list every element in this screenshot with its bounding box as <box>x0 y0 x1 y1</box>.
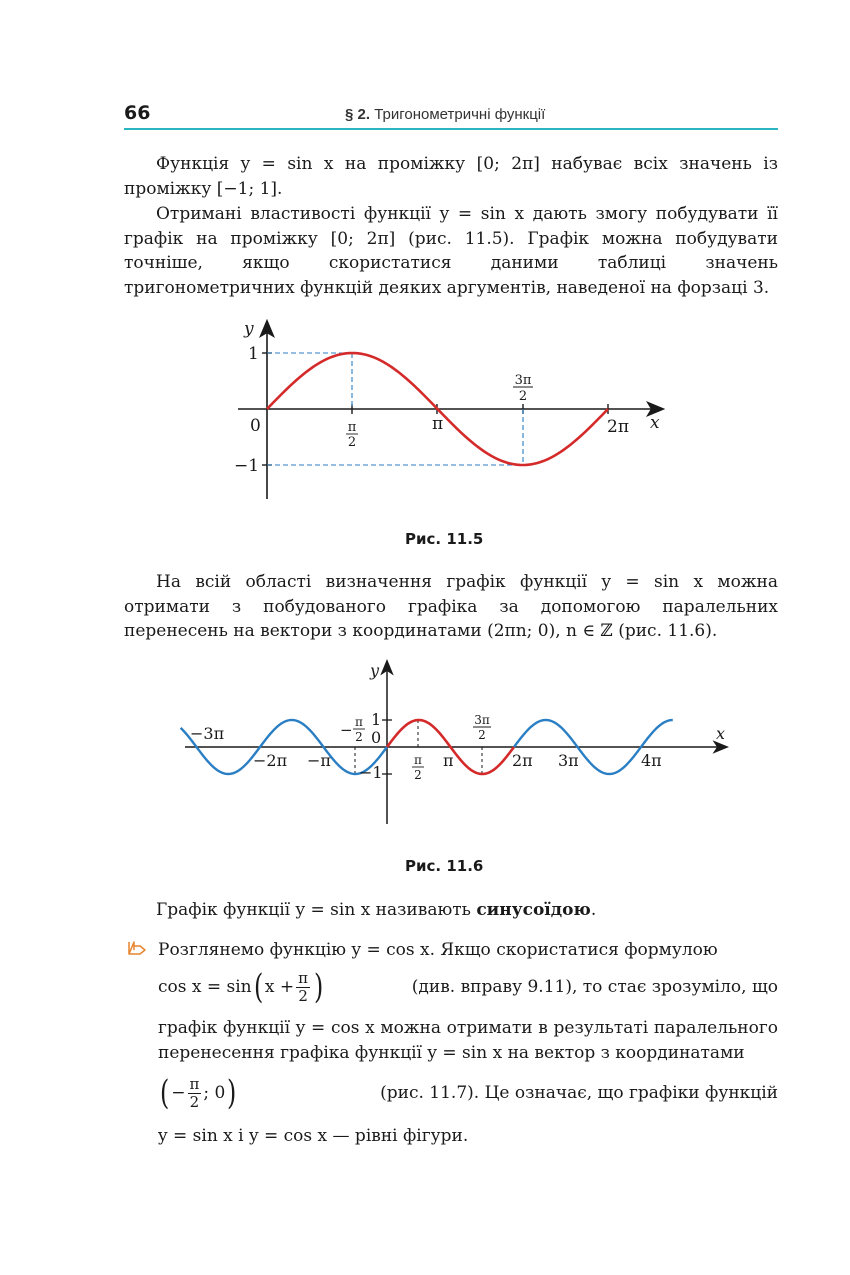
fig2-label-m3pi: −3π <box>190 724 225 743</box>
paragraph-3-text: На всій області визначення графік функції y = sin x можна отримати з побудованого графіка за допомогою паралельних перенесень на вектори з координатами (2πn; 0), n ∈ ℤ (рис. 11.6). <box>124 572 778 641</box>
term-sinusoid: синусоїдою <box>476 900 591 920</box>
paragraph-3 <box>124 570 778 644</box>
figure-11-6-caption: Рис. 11.6 <box>405 857 484 875</box>
formula-cos-sin <box>158 967 325 1007</box>
formula-fraction-den: 2 <box>298 986 308 1005</box>
fig2-label-pi-half-den: 2 <box>414 768 422 782</box>
fig1-label-pi: π <box>432 414 444 434</box>
paragraph-5-body: графік функції y = cos x можна отримати в результаті паралельного перенесення графіка функції y = sin x на вектор з координатами <box>158 1018 778 1063</box>
paragraph-5-line-1: Розглянемо функцію y = cos x. Якщо скористатися формулою <box>158 940 718 960</box>
fig2-label-mpi-half-sign: − <box>340 721 353 739</box>
fig2-label-2pi: 2π <box>512 751 533 770</box>
formula-close-paren: ) <box>314 967 324 1007</box>
paragraph-2 <box>124 202 778 300</box>
fig2-label-mpi-half-num: π <box>355 715 363 729</box>
fig1-label-3pi-half-den: 2 <box>518 389 528 404</box>
fig2-label-3pi-half-num: 3π <box>474 713 490 727</box>
paragraph-5-vector-line <box>158 1070 778 1116</box>
fig2-label-3pi: 3π <box>558 751 579 770</box>
section-mark: § 2. <box>345 106 371 123</box>
fig2-label-0: 0 <box>371 728 382 747</box>
fig2-label-1: 1 <box>371 710 382 729</box>
fig2-label-m2pi: −2π <box>253 751 288 770</box>
vector-tail: ; 0 <box>203 1082 226 1103</box>
fig1-label-2pi: 2π <box>607 417 629 437</box>
paragraph-5-formula-line <box>158 964 778 1010</box>
fig2-label-3pi-half-den: 2 <box>478 728 486 742</box>
fig2-y-label: y <box>370 661 380 680</box>
formula-lhs: cos x = sin <box>158 976 252 997</box>
paragraph-2-text: Отримані властивості функції y = sin x дають змогу побудувати її графік на проміжку [0; 2π] (рис. 11.5). Графік можна побудувати точніше, якщо скористатися даними таблиці значень тригонометричних функцій деяких аргументів, наведеної на форзаці 3. <box>124 204 778 298</box>
section-title: Тригонометричні функції <box>374 106 546 123</box>
fig2-label-mpi: −π <box>307 751 331 770</box>
fig1-x-label: x <box>650 413 660 433</box>
fig2-label-mpi-half-den: 2 <box>355 730 363 744</box>
paragraph-4-text: Графік функції y = sin x називають <box>156 900 477 920</box>
vector-fraction-num: π <box>189 1074 200 1093</box>
vector-open-paren: ( <box>159 1073 170 1113</box>
paragraph-5-conclusion: y = sin x і y = cos x — рівні фігури. <box>158 1126 469 1146</box>
pointing-hand-icon <box>126 938 148 960</box>
paragraph-1-text: Функція y = sin x на проміжку [0; 2π] набуває всіх значень із проміжку [−1; 1]. <box>124 154 778 199</box>
vector-coordinates <box>158 1073 239 1113</box>
vector-minus: − <box>171 1082 186 1103</box>
figure-11-5 <box>230 314 680 514</box>
page-number: 66 <box>124 102 151 124</box>
fig1-label-origin: 0 <box>250 416 261 436</box>
vector-fraction <box>188 1076 202 1111</box>
fig1-label-pi-half-den: 2 <box>347 435 357 450</box>
fig1-label-pi-half-num: π <box>347 420 357 435</box>
fig2-label-4pi: 4π <box>641 751 662 770</box>
formula-fraction <box>296 970 310 1005</box>
fig1-label-3pi-half-num: 3π <box>514 373 532 388</box>
formula-fraction-num: π <box>298 968 309 987</box>
fig1-label-m1: −1 <box>234 456 260 476</box>
paragraph-1 <box>124 152 778 201</box>
vector-fraction-den: 2 <box>189 1092 200 1111</box>
figure-11-5-caption: Рис. 11.5 <box>405 530 484 548</box>
paragraph-4 <box>124 898 778 923</box>
fig1-label-1: 1 <box>248 344 259 364</box>
fig2-x-label: x <box>716 724 726 743</box>
formula-inner: x + <box>264 976 295 997</box>
running-header <box>345 106 545 123</box>
figure-11-6 <box>160 654 745 829</box>
fig2-label-pi-half-num: π <box>414 753 422 767</box>
header-rule <box>124 128 778 130</box>
fig1-y-label: y <box>244 319 254 339</box>
vector-after: (рис. 11.7). Це означає, що графіки функцій <box>380 1082 778 1103</box>
formula-after: (див. вправу 9.11), то стає зрозуміло, що <box>411 976 778 997</box>
fig2-label-m1: −1 <box>359 763 383 782</box>
vector-close-paren: ) <box>227 1073 237 1113</box>
fig2-label-pi: π <box>443 751 454 770</box>
formula-open-paren: ( <box>253 967 263 1007</box>
paragraph-4-end: . <box>590 900 597 920</box>
